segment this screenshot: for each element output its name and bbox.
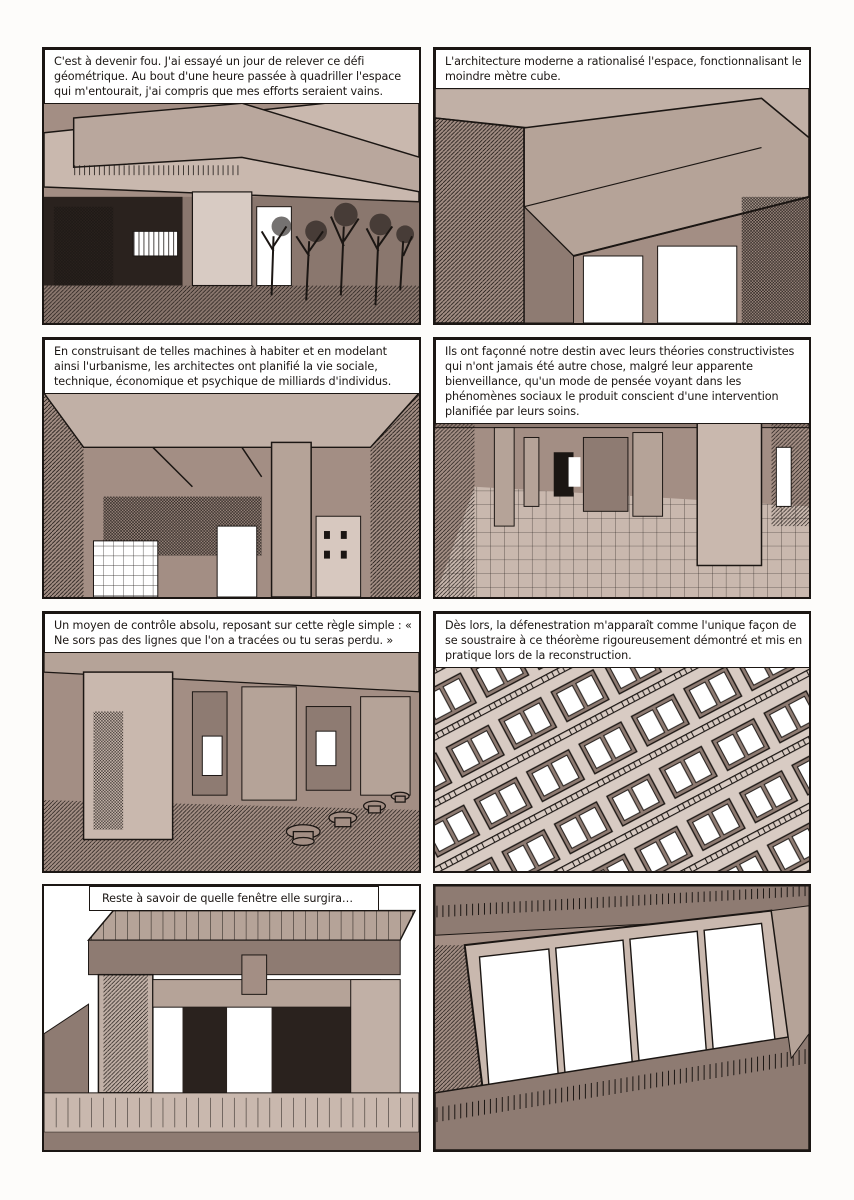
panel-1 (42, 47, 421, 325)
panel-4 (433, 337, 811, 599)
caption-panel-1: C'est à devenir fou. J'ai essayé un jour de relever ce défi géométrique. Au bout d'une heure passée à quadriller l'espace qui m'entourait, j'ai compris que mes efforts seraient vains. (44, 49, 421, 104)
panel-3 (42, 337, 421, 599)
caption-panel-5: Un moyen de contrôle absolu, reposant sur cette règle simple : « Ne sors pas des lignes que l'on a tracées ou tu seras perdu. » (44, 613, 421, 653)
panel-7 (42, 884, 421, 1152)
caption-panel-7: Reste à savoir de quelle fenêtre elle surgira… (89, 886, 379, 911)
panel-6 (433, 611, 811, 873)
caption-panel-6: Dès lors, la défenestration m'apparaît comme l'unique façon de se soustraire à ce théorème rigoureusement démontré et mis en pratique lors de la reconstruction. (435, 613, 811, 668)
panel-5 (42, 611, 421, 873)
panel-2 (433, 47, 811, 325)
caption-panel-3: En construisant de telles machines à habiter et en modelant ainsi l'urbanisme, les architectes ont planifié la vie sociale, technique, économique et psychique de milliards d'individus. (44, 339, 421, 394)
caption-panel-2: L'architecture moderne a rationalisé l'espace, fonctionnalisant le moindre mètre cube. (435, 49, 811, 89)
panel-7-art (44, 886, 419, 1150)
panel-8-art (435, 886, 809, 1150)
panel-2-art (435, 49, 809, 323)
caption-panel-4: Ils ont façonné notre destin avec leurs théories constructivistes qui n'ont jamais été autre chose, malgré leur apparente bienveillance, qu'un mode de pensée voyant dans les phénomènes sociaux le produit conscient d'une intervention planifiée par leurs soins. (435, 339, 811, 424)
panel-8 (433, 884, 811, 1152)
